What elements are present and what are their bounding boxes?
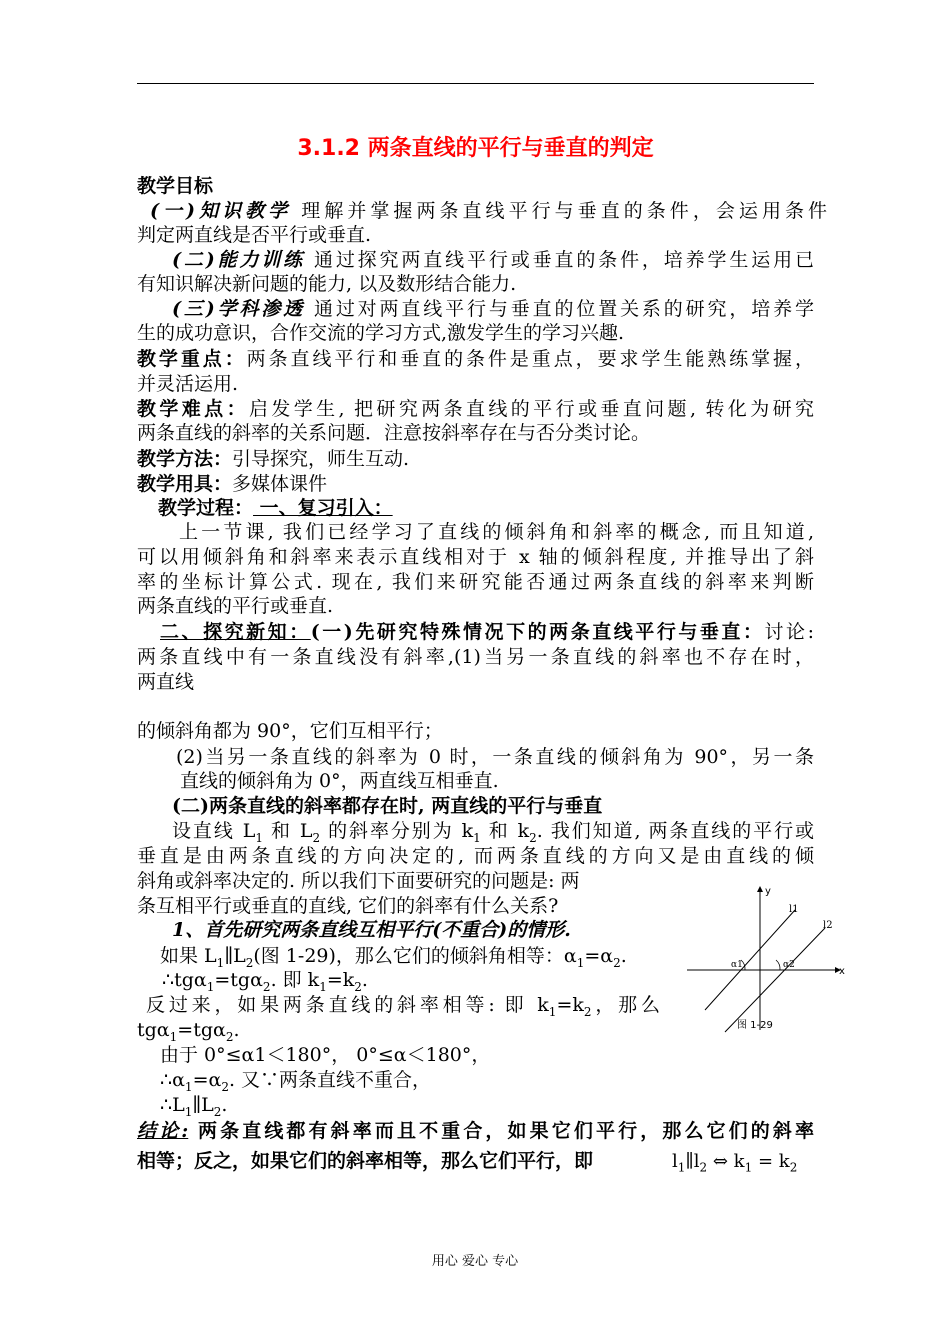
l1-label: l1 <box>789 904 799 915</box>
text-seg: =α <box>584 945 614 967</box>
text-seg: 并灵活运用. <box>137 373 239 395</box>
text-seg: 上一节课, 我们已经学习了直线的倾斜角和斜率的概念, 而且知道, <box>179 521 814 543</box>
figure-1-29 <box>685 880 850 1035</box>
text-line-1 <box>137 174 213 198</box>
text-seg: 判定两直线是否平行或垂直. <box>137 224 372 246</box>
formula-lhs-l: l <box>672 1151 678 1172</box>
text-seg: 相等；反之，如果它们的斜率相等，那么它们平行，即 <box>137 1150 594 1172</box>
text-seg: 设直线 L <box>172 820 256 842</box>
text-line-13 <box>137 472 327 496</box>
text-seg: ，那么 <box>591 994 660 1016</box>
text-line-16 <box>137 545 814 569</box>
formula-rhs-k2: k <box>778 1151 790 1172</box>
text-line-8 <box>137 347 814 371</box>
text-seg: 结论: <box>137 1120 189 1142</box>
text-line-3 <box>137 223 371 247</box>
text-line-4 <box>172 248 814 272</box>
text-line-25 <box>172 794 602 818</box>
text-seg: 2 <box>312 830 321 845</box>
text-seg: 多媒体课件 <box>232 473 328 495</box>
text-seg: =k <box>556 994 584 1016</box>
text-seg: 1、首先研究两条直线互相平行(不重合)的情形. <box>172 919 571 941</box>
text-seg: 和 L <box>263 820 313 842</box>
text-line-12 <box>137 447 409 471</box>
text-seg: 两条直线都有斜率而且不重合，如果它们平行，那么它们的斜率 <box>188 1120 815 1142</box>
text-seg: 理解并掌握两条直线平行与垂直的条件，会运用条件 <box>291 200 828 222</box>
text-seg: 1 <box>319 979 327 994</box>
text-seg: tgα <box>137 1019 170 1041</box>
formula-rhs-k: k <box>733 1151 745 1172</box>
text-seg: 1 <box>169 1029 178 1044</box>
page-title: 3.1.2 两条直线的平行与垂直的判定 <box>297 136 654 161</box>
x-label: x <box>839 966 845 977</box>
text-seg: 教学过程： <box>158 497 254 519</box>
text-seg: 通过对两直线平行与垂直的位置关系的研究，培养学 <box>305 298 814 320</box>
text-seg: 2 <box>262 979 271 994</box>
text-line-10 <box>137 397 814 421</box>
text-seg: 讨论: <box>764 621 814 643</box>
text-seg: . 又∵两条直线不重合， <box>228 1069 432 1091</box>
text-seg: =tgα <box>177 1019 226 1041</box>
text-line-20 <box>137 645 814 669</box>
a1-label: α1 <box>731 960 743 970</box>
text-seg: 引导探究，师生互动. <box>232 448 410 470</box>
l2-label: l2 <box>823 920 833 931</box>
text-seg: 1 <box>184 1079 193 1094</box>
text-seg: . <box>221 1094 228 1116</box>
text-seg: . <box>620 945 627 967</box>
text-seg: =k <box>326 969 355 991</box>
text-seg: 可以用倾斜角和斜率来表示直线相对于 x 轴的倾斜程度, 并推导出了斜 <box>137 546 814 568</box>
text-seg: 教学难点： <box>137 398 249 420</box>
text-seg: (二)两条直线的斜率都存在时, 两直线的平行与垂直 <box>172 795 603 817</box>
text-seg: 2 <box>583 1004 592 1019</box>
text-seg: 教学用具： <box>137 473 233 495</box>
text-seg: ∴L <box>160 1094 185 1116</box>
text-seg: 率的坐标计算公式. 现在, 我们来研究能否通过两条直线的斜率来判断 <box>137 571 814 593</box>
text-line-14 <box>158 496 393 520</box>
page-footer: 用心 爱心 专心 <box>431 1254 519 1269</box>
text-seg: ∴tgα <box>162 969 207 991</box>
text-seg: 两直线 <box>137 671 195 693</box>
text-seg: 反过来，如果两条直线的斜率相等: 即 k <box>146 994 549 1016</box>
text-seg: (一)先研究特殊情况下的两条直线平行与垂直： <box>310 621 765 643</box>
formula-lhs-l2: l <box>693 1151 700 1172</box>
text-line-27 <box>137 844 814 868</box>
text-seg: . <box>233 1019 240 1041</box>
text-seg: (图 1-29)，那么它们的倾斜角相等：α <box>253 945 577 967</box>
text-seg: 1 <box>576 955 585 970</box>
text-seg: . 即 k <box>270 969 320 991</box>
figure-caption: 图 1-29 <box>737 1020 773 1031</box>
text-seg: 垂直是由两条直线的方向决定的, 而两条直线的方向又是由直线的倾 <box>137 845 814 867</box>
y-axis-arrow <box>757 886 763 892</box>
a2-label: α2 <box>783 960 795 970</box>
text-seg: =α <box>192 1069 222 1091</box>
text-line-9 <box>137 372 238 396</box>
text-line-29 <box>137 894 558 918</box>
text-line-23 <box>176 745 814 769</box>
text-line-17 <box>137 570 814 594</box>
text-line-38 <box>137 1119 814 1143</box>
text-seg: 斜角或斜率决定的. 所以我们下面要研究的问题是: 两 <box>137 870 580 892</box>
header-rule <box>137 83 814 84</box>
text-line-31 <box>160 944 627 968</box>
text-seg: 两条直线的斜率的关系问题．注意按斜率存在与否分类讨论。 <box>137 422 651 444</box>
angle-a2-arc <box>776 960 780 970</box>
parallel-formula: $l_1\parallel l_2$ ⇔ $k_1 = k_2$ <box>672 1151 798 1175</box>
line-l1 <box>705 910 795 1010</box>
text-seg: 2 <box>245 955 254 970</box>
text-seg: (三)学科渗透 <box>172 298 306 320</box>
text-line-36 <box>160 1068 431 1092</box>
text-seg: 由于 0°≤α1＜180°， 0°≤α＜180°， <box>160 1044 491 1066</box>
text-seg: ∴α <box>160 1069 185 1091</box>
text-seg: 教学目标 <box>137 175 214 197</box>
text-seg: 1 <box>184 1104 193 1119</box>
text-seg: (2)当另一条直线的斜率为 0 时，一条直线的倾斜角为 90°，另一条 <box>176 746 814 768</box>
text-line-6 <box>172 297 814 321</box>
text-seg: 2 <box>225 1029 234 1044</box>
text-line-2 <box>150 199 827 223</box>
text-line-32 <box>162 968 368 992</box>
text-seg: 1 <box>216 955 225 970</box>
text-line-11 <box>137 421 650 445</box>
text-line-15 <box>179 520 814 544</box>
text-line-19 <box>160 620 814 644</box>
text-seg: 2 <box>221 1079 229 1094</box>
text-line-5 <box>137 272 516 296</box>
text-seg: 2 <box>354 979 362 994</box>
text-seg: 二、探究新知： <box>160 621 311 643</box>
text-line-22 <box>137 719 443 743</box>
text-seg: 2 <box>613 955 621 970</box>
text-seg: 2 <box>529 830 537 845</box>
text-line-18 <box>137 594 333 618</box>
text-seg: 1 <box>206 979 215 994</box>
text-seg: . <box>361 969 368 991</box>
line-l2 <box>725 928 825 1032</box>
text-seg: 启发学生, 把研究两条直线的平行或垂直问题, 转化为研究 <box>248 398 814 420</box>
text-seg: 一、复习引入： <box>253 497 393 519</box>
text-line-24 <box>180 769 499 793</box>
text-line-26 <box>172 819 814 843</box>
text-seg: (一)知识教学 <box>150 200 292 222</box>
text-seg: 如果 L <box>160 945 217 967</box>
text-line-33 <box>146 993 660 1017</box>
text-seg: . 我们知道, 两条直线的平行或 <box>536 820 814 842</box>
text-seg: 教学方法： <box>137 448 233 470</box>
text-line-37 <box>160 1093 227 1117</box>
text-line-34 <box>137 1018 240 1042</box>
text-seg: 的斜率分别为 k <box>320 820 474 842</box>
text-seg: 2 <box>213 1104 222 1119</box>
text-line-21 <box>137 670 194 694</box>
text-seg: (二)能力训练 <box>172 249 306 271</box>
text-line-7 <box>137 321 624 345</box>
text-seg: 两条直线的平行或垂直. <box>137 595 334 617</box>
text-seg: 生的成功意识，合作交流的学习方式,激发学生的学习兴趣. <box>137 322 625 344</box>
text-seg: 条互相平行或垂直的直线, 它们的斜率有什么关系? <box>137 895 559 917</box>
text-seg: 通过探究两直线平行或垂直的条件，培养学生运用已 <box>305 249 814 271</box>
text-seg: 和 k <box>480 820 530 842</box>
text-seg: =tgα <box>214 969 263 991</box>
text-seg: ∥L <box>192 1094 214 1116</box>
text-seg: 两条直线平行和垂直的条件是重点，要求学生能熟练掌握， <box>246 348 814 370</box>
text-line-28 <box>137 869 580 893</box>
text-seg: 的倾斜角都为 90°，它们互相平行； <box>137 720 443 742</box>
text-seg: 1 <box>548 1004 557 1019</box>
text-line-30 <box>172 918 571 942</box>
text-seg: 1 <box>255 830 264 845</box>
text-seg: 直线的倾斜角为 0°，两直线互相垂直. <box>180 770 499 792</box>
text-seg: 两条直线中有一条直线没有斜率,(1)当另一条直线的斜率也不存在时， <box>137 646 814 668</box>
text-seg: 有知识解决新问题的能力, 以及数形结合能力. <box>137 273 517 295</box>
text-line-35 <box>160 1043 490 1067</box>
text-seg: ∥L <box>224 945 246 967</box>
text-seg: 1 <box>473 830 481 845</box>
y-label: y <box>765 886 771 897</box>
text-line-39 <box>137 1149 593 1173</box>
text-seg: 教学重点： <box>137 348 247 370</box>
